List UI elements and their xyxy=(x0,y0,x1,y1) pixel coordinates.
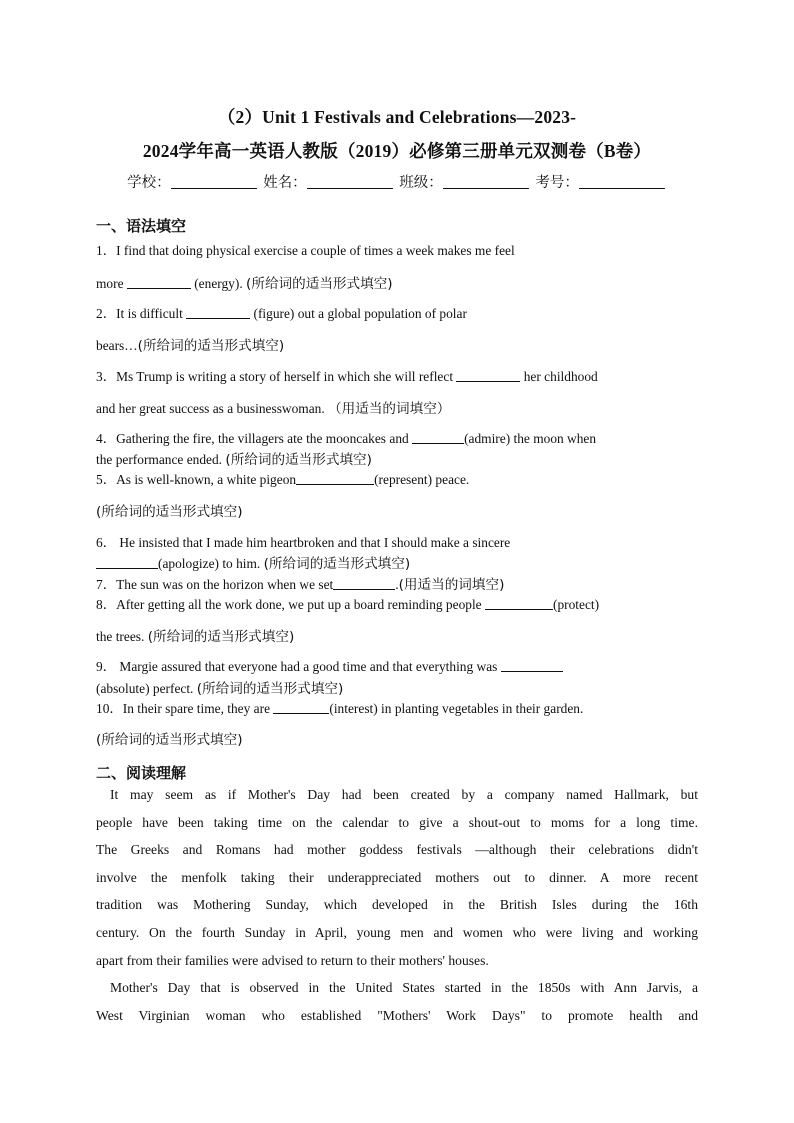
q4-text-2: the performance ended. xyxy=(96,452,223,467)
q7-text: 7．The sun was on the horizon when we set xyxy=(96,577,334,592)
q6-text-post: (apologize) to him. xyxy=(158,556,261,571)
school-label: 学校： xyxy=(127,175,171,191)
q1-line-2 xyxy=(96,272,698,292)
q10-text: 10．In their spare time, they are xyxy=(96,701,274,716)
name-label: 姓名： xyxy=(263,175,307,191)
p1-line: century. On the fourth Sunday in April, young men and women who were living and working xyxy=(96,924,698,940)
q4-blank[interactable] xyxy=(412,430,464,444)
q2-text: 2．It is difficult xyxy=(96,306,187,321)
p1-line: apart from their families were advised to return to their mothers' houses. xyxy=(96,952,489,968)
name-field[interactable] xyxy=(307,174,393,189)
q2-text-2: bears… xyxy=(96,338,138,353)
p2-line: West Virginian woman who established "Mothers' Work Days" to promote health and xyxy=(96,1007,698,1023)
q3-hint: （用适当的词填空） xyxy=(328,401,451,417)
q10-line-1 xyxy=(96,698,698,717)
q8-text-2: the trees. xyxy=(96,629,145,644)
number-field[interactable] xyxy=(579,174,665,189)
q8-text-post: (protect) xyxy=(552,597,600,612)
q1-text-post: (energy). xyxy=(190,276,243,291)
q3-blank[interactable] xyxy=(456,368,520,382)
q10-blank[interactable] xyxy=(273,700,329,714)
q10-hint: (所给词的适当形式填空) xyxy=(96,732,243,748)
q4-text: 4．Gathering the fire, the villagers ate the mooncakes and xyxy=(96,431,413,446)
q7-blank[interactable] xyxy=(333,576,395,590)
q10-text-post: (interest) in planting vegetables in their garden. xyxy=(329,701,584,716)
q2-blank[interactable] xyxy=(186,305,250,319)
q3-line-1 xyxy=(96,366,698,385)
q5-blank[interactable] xyxy=(296,471,374,485)
q7-hint: (用适当的词填空) xyxy=(398,577,505,593)
q9-line-2 xyxy=(96,677,698,697)
number-label: 考号： xyxy=(535,175,579,191)
q4-text-post: (admire) the moon when xyxy=(464,431,597,446)
p1-line: people have been taking time on the calendar to give a shout-out to moms for a long time. xyxy=(96,814,698,830)
q8-hint: (所给词的适当形式填空) xyxy=(147,629,295,645)
q8-blank[interactable] xyxy=(485,596,553,610)
p1-line: involve the menfolk taking their underappreciated mothers out to dinner. A more recent xyxy=(96,869,698,885)
q1-hint: (所给词的适当形式填空) xyxy=(246,276,393,292)
q5-text: 5．As is well-known, a white pigeon xyxy=(96,472,297,487)
q8-line-2 xyxy=(96,625,698,645)
q2-line-2 xyxy=(96,334,698,354)
q4-line-1 xyxy=(96,428,698,447)
q9-hint: (所给词的适当形式填空) xyxy=(196,681,344,697)
q9-text: 9． Margie assured that everyone had a good time and that everything was xyxy=(96,659,498,674)
school-field[interactable] xyxy=(171,174,257,189)
p1-line: tradition was Mothering Sunday, which developed in the British Isles during the 16th xyxy=(96,897,698,913)
reading-heading: 二、阅读理解 xyxy=(96,764,187,782)
q9-text-2: (absolute) perfect. xyxy=(96,681,194,696)
q6-line-2 xyxy=(96,552,698,572)
q9-line-1 xyxy=(96,656,698,675)
grammar-heading: 一、语法填空 xyxy=(96,217,187,235)
reading-paragraph-2 xyxy=(96,974,698,1029)
q5-line-1 xyxy=(96,469,698,488)
q8-line-1 xyxy=(96,594,698,613)
q1-line-1: 1．I find that doing physical exercise a couple of times a week makes me feel xyxy=(96,243,515,258)
q4-line-2 xyxy=(96,448,698,468)
q3-line-2 xyxy=(96,397,698,417)
q4-hint: (所给词的适当形式填空) xyxy=(225,452,372,468)
q3-text-2: and her great success as a businesswoman. xyxy=(96,401,325,416)
p2-line: Mother's Day that is observed in the United States started in the 1850s with Ann Jarvis, a xyxy=(110,980,698,995)
q3-text: 3．Ms Trump is writing a story of herself in which she will reflect xyxy=(96,369,457,384)
reading-paragraph-1 xyxy=(96,781,698,974)
q3-text-post: her childhood xyxy=(520,369,598,384)
title-line-2: 2024学年高一英语人教版（2019）必修第三册单元双测卷（B卷） xyxy=(142,141,652,161)
class-label: 班级： xyxy=(399,175,443,191)
q9-blank[interactable] xyxy=(501,658,563,672)
p1-line: The Greeks and Romans had mother goddess festivals —although their celebrations didn't xyxy=(96,842,698,858)
q5-hint: (所给词的适当形式填空) xyxy=(96,504,243,520)
q7-line xyxy=(96,573,698,593)
q5-text-post: (represent) peace. xyxy=(374,472,470,487)
q7-text-post: . xyxy=(395,577,399,592)
q8-text: 8．After getting all the work done, we put up a board reminding people xyxy=(96,597,485,612)
q1-blank[interactable] xyxy=(127,275,191,289)
q2-text-post: (figure) out a global population of polar xyxy=(250,306,467,321)
q2-hint: (所给词的适当形式填空) xyxy=(137,338,285,354)
q10-line-2 xyxy=(96,728,698,748)
student-info-line xyxy=(0,171,794,192)
class-field[interactable] xyxy=(443,174,529,189)
q6-line-1: 6． He insisted that I made him heartbroken and that I should make a sincere xyxy=(96,535,511,550)
q6-hint: (所给词的适当形式填空) xyxy=(263,556,411,572)
q6-blank[interactable] xyxy=(96,555,158,569)
p1-line: It may seem as if Mother's Day had been created by a company named Hallmark, but xyxy=(110,787,698,802)
q5-line-2 xyxy=(96,500,698,520)
title-line-1: （2）Unit 1 Festivals and Celebrations—2023- xyxy=(217,107,577,127)
q1-text: more xyxy=(96,276,127,291)
q2-line-1 xyxy=(96,303,698,322)
